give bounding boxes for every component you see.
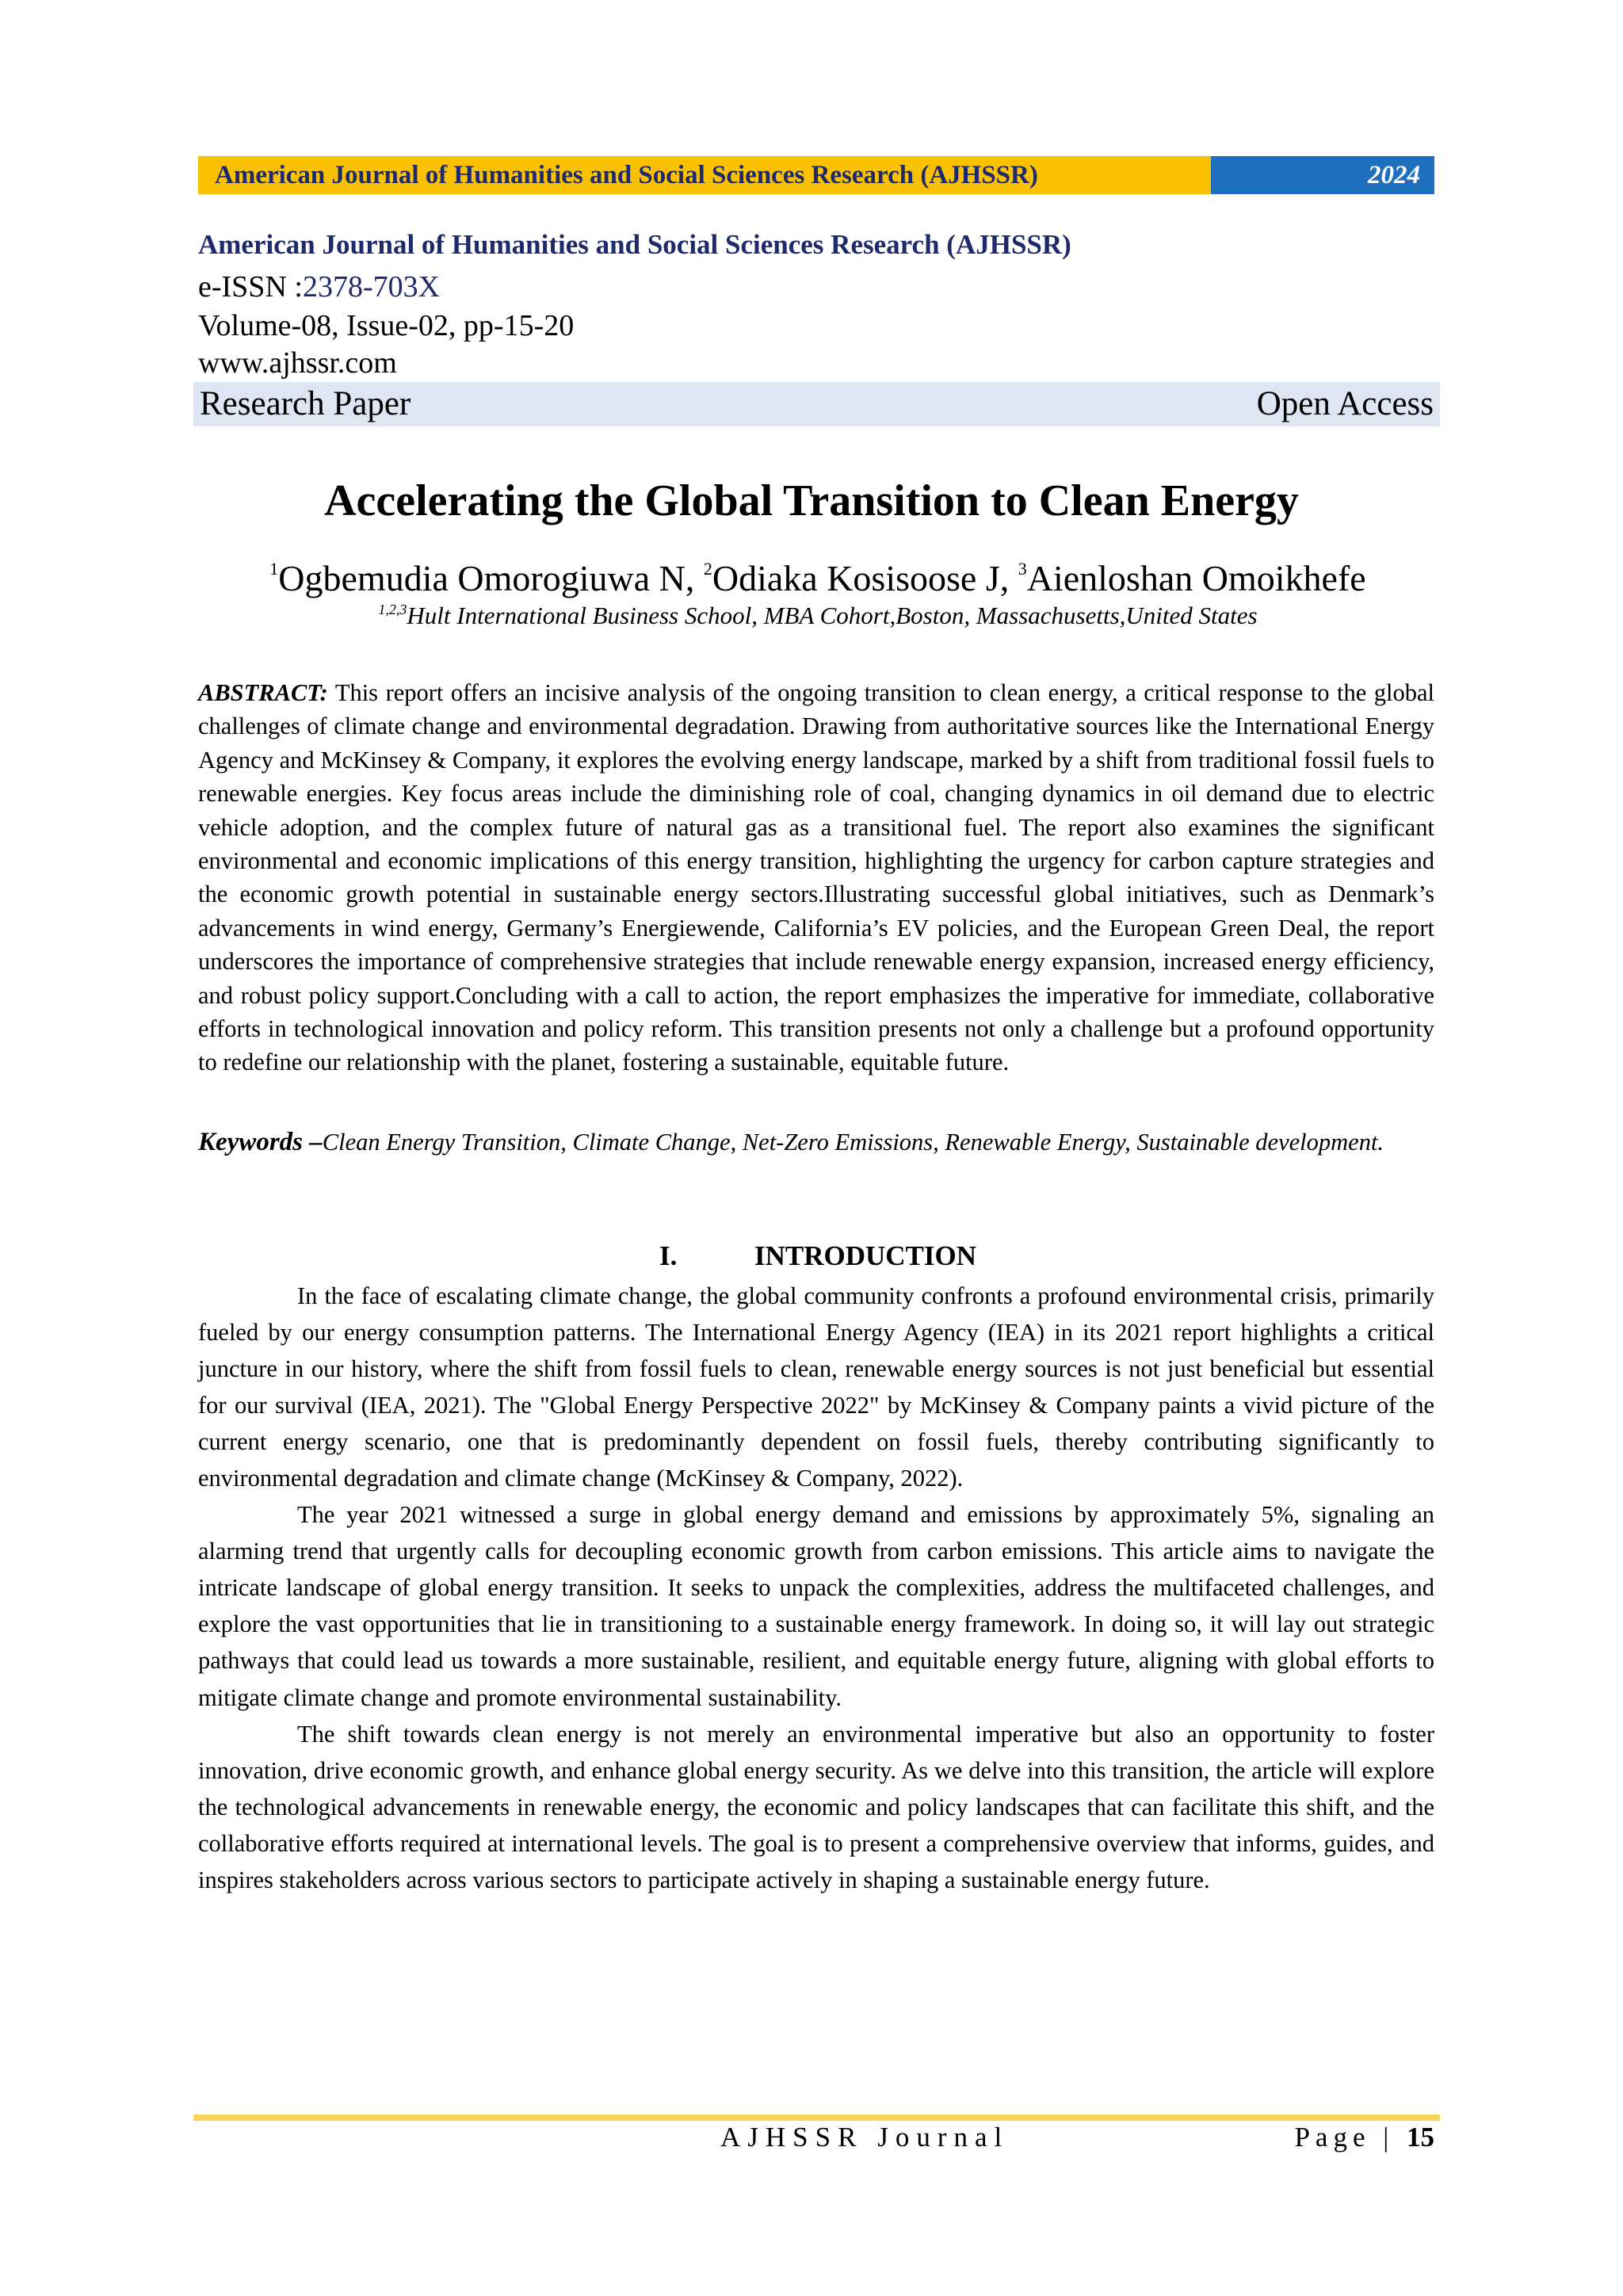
author-name: Odiaka Kosisoose J, <box>712 558 1018 598</box>
affiliation-text: Hult International Business School, MBA Cohort,Boston, Massachusetts,United States <box>407 602 1258 629</box>
paragraph: The year 2021 witnessed a surge in global energy demand and emissions by approximately 5%, signaling an alarming trend that urgently calls for decoupling economic growth from carbon emissions. This article aims to navigate the intricate landscape of global energy transition. It seeks to unpack the complexities, address the multifaceted challenges, and explore the vast opportunities that lie in transitioning to a sustainable energy framework. In doing so, it will lay out strategic pathways that could lead us towards a more sustainable, resilient, and equitable energy future, aligning with global efforts to mitigate climate change and promote environmental sustainability. <box>198 1501 1434 1711</box>
article-title: Accelerating the Global Transition to Clean Energy <box>324 476 1299 525</box>
keywords-label: Keywords – <box>198 1128 323 1156</box>
paragraph: In the face of escalating climate change, the global community confronts a profound environmental crisis, primarily fueled by our energy consumption patterns. The International Energy Agency (IEA) in its 2021 report highlights a critical juncture in our history, where the shift from fossil fuels to clean, renewable energy sources is not just beneficial but essential for our survival (IEA, 2021). The "Global Energy Perspective 2022" by McKinsey & Company paints a vivid picture of the current energy scenario, one that is predominantly dependent on fossil fuels, thereby contributing significantly to environmental degradation and climate change (McKinsey & Company, 2022). <box>198 1282 1434 1492</box>
banner-year: 2024 <box>1211 156 1434 194</box>
open-access-label: Open Access <box>1256 385 1434 422</box>
author-name: Aienloshan Omoikhefe <box>1026 558 1366 598</box>
paper-type-bar <box>193 382 1440 426</box>
author-list <box>0 557 1623 599</box>
volume-line: Volume-08, Issue-02, pp-15-20 <box>198 309 575 342</box>
author-name: Ogbemudia Omorogiuwa N, <box>278 558 704 598</box>
page-number: 15 <box>1407 2122 1434 2153</box>
section-title: INTRODUCTION <box>754 1240 977 1271</box>
issn-line <box>198 269 440 304</box>
issn-value: 2378-703X <box>302 270 441 304</box>
abstract-text: This report offers an incisive analysis of the ongoing transition to clean energy, a critical response to the global challenges of climate change and environmental degradation. Drawing from authoritative sources like the International Energy Agency and McKinsey & Company, it explores the evolving energy landscape, marked by a shift from traditional fossil fuels to renewable energies. Key focus areas include the diminishing role of coal, changing dynamics in oil demand due to electric vehicle adoption, and the complex future of natural gas as a transitional fuel. The report also examines the significant environmental and economic implications of this energy transition, highlighting the urgency for carbon capture strategies and the economic growth potential in sustainable energy sectors.Illustrating successful global initiatives, such as Denmark’s advancements in wind energy, Germany’s Energiewende, California’s EV policies, and the European Green Deal, the report underscores the importance of comprehensive strategies that include renewable energy expansion, increased energy efficiency, and robust policy support.Concluding with a call to action, the report emphasizes the imperative for immediate, collaborative efforts in technological innovation and policy reform. This transition presents not only a challenge but a profound opportunity to redefine our relationship with the planet, fostering a sustainable, equitable future. <box>198 679 1434 1076</box>
paper-type: Research Paper <box>200 385 411 422</box>
introduction-body <box>198 1278 1434 1898</box>
footer-page <box>1294 2122 1434 2153</box>
journal-name: American Journal of Humanities and Social Sciences Research (AJHSSR) <box>198 229 1071 260</box>
footer-journal: AJHSSR Journal <box>720 2122 1010 2153</box>
journal-header-banner <box>198 156 1434 194</box>
affiliation <box>0 602 1623 630</box>
keywords-text: Clean Energy Transition, Climate Change, Net-Zero Emissions, Renewable Energy, Sustainable development. <box>322 1129 1384 1156</box>
paragraph: The shift towards clean energy is not merely an environmental imperative but also an opportunity to foster innovation, drive economic growth, and enhance global energy security. As we delve into this transition, the article will explore the technological advancements in renewable energy, the economic and policy landscapes that can facilitate this shift, and the collaborative efforts required at international levels. The goal is to present a comprehensive overview that informs, guides, and inspires stakeholders across various sectors to participate actively in shaping a sustainable energy future. <box>198 1720 1434 1893</box>
author-sup: 3 <box>1018 559 1027 579</box>
footer-page-label: Page | <box>1294 2122 1407 2153</box>
section-heading <box>0 1240 1623 1272</box>
banner-journal-name: American Journal of Humanities and Social Sciences Research (AJHSSR) <box>198 156 1211 194</box>
author-sup: 2 <box>703 559 712 579</box>
affiliation-sup: 1,2,3 <box>378 602 407 617</box>
keywords <box>198 1121 1434 1163</box>
section-number: I. <box>659 1240 678 1271</box>
author-sup: 1 <box>269 559 279 579</box>
footer-rule <box>193 2115 1440 2121</box>
issn-label: e-ISSN : <box>198 270 303 304</box>
abstract-label: ABSTRACT: <box>198 679 328 706</box>
website-line: www.ajhssr.com <box>198 346 397 380</box>
abstract <box>198 676 1434 1079</box>
